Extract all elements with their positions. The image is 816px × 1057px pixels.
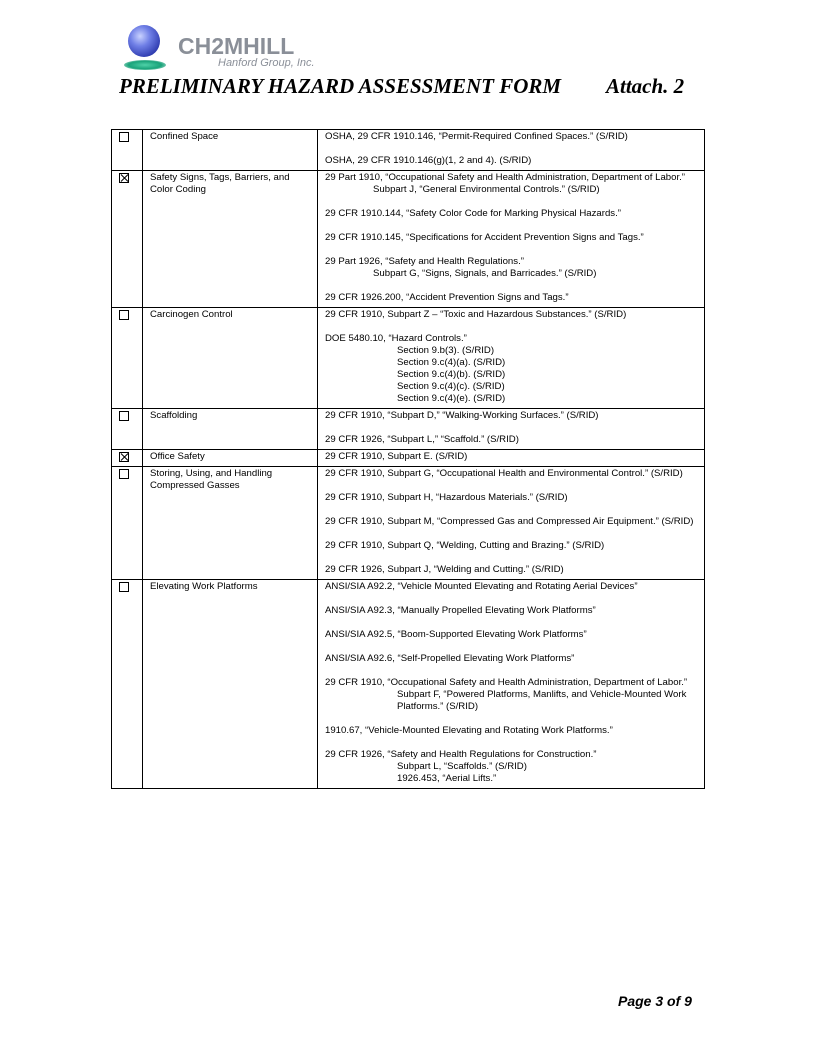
reference-subitem: Section 9.c(4)(a). (S/RID) [397, 357, 506, 368]
reference-subitem: Subpart F, “Powered Platforms, Manlifts, and Vehicle-Mounted Work Platforms.” (S/RID) [397, 689, 687, 712]
hazard-name: Elevating Work Platforms [150, 581, 258, 592]
reference-subitem: Section 9.c(4)(e). (S/RID) [397, 393, 506, 404]
reference-text: 29 Part 1910, “Occupational Safety and Health Administration, Department of Labor.” [325, 172, 685, 183]
checkbox-cell [112, 450, 143, 467]
reference-text: 1910.67, “Vehicle-Mounted Elevating and Rotating Work Platforms.” [325, 725, 613, 736]
hazard-name-cell [143, 467, 318, 580]
hazard-name-cell [143, 308, 318, 409]
unchecked-checkbox[interactable] [119, 310, 129, 320]
form-title: PRELIMINARY HAZARD ASSESSMENT FORM [119, 74, 562, 98]
reference-subitem: Subpart G, “Signs, Signals, and Barricades.” (S/RID) [373, 268, 597, 279]
attachment-label: Attach. 2 [606, 74, 685, 98]
references-cell [318, 171, 705, 308]
reference-entry [325, 677, 700, 713]
hazard-row [112, 308, 705, 409]
reference-subitem: Section 9.c(4)(c). (S/RID) [397, 381, 505, 392]
unchecked-checkbox[interactable] [119, 469, 129, 479]
hazard-row [112, 409, 705, 450]
reference-entry [325, 468, 700, 480]
reference-subitem: Subpart L, “Scaffolds.” (S/RID) [397, 761, 527, 772]
checkbox-cell [112, 580, 143, 789]
hazard-name-cell [143, 409, 318, 450]
hazard-row [112, 171, 705, 308]
unchecked-checkbox[interactable] [119, 132, 129, 142]
hazard-row [112, 130, 705, 171]
logo-globe-icon [128, 25, 160, 57]
checked-checkbox[interactable] [119, 452, 129, 462]
reference-text: ANSI/SIA A92.2, “Vehicle Mounted Elevating and Rotating Aerial Devices” [325, 581, 638, 592]
hazard-name-cell [143, 450, 318, 467]
references-cell [318, 450, 705, 467]
reference-text: 29 CFR 1926.200, “Accident Prevention Signs and Tags.” [325, 292, 569, 303]
reference-text: 29 CFR 1910.144, “Safety Color Code for Marking Physical Hazards.” [325, 208, 621, 219]
reference-text: 29 CFR 1926, “Safety and Health Regulations for Construction.” [325, 749, 597, 760]
references-cell [318, 409, 705, 450]
reference-text: 29 Part 1926, “Safety and Health Regulations.” [325, 256, 524, 267]
checkbox-cell [112, 409, 143, 450]
reference-text: 29 CFR 1926, Subpart J, “Welding and Cutting.” (S/RID) [325, 564, 564, 575]
reference-subitem: Section 9.b(3). (S/RID) [397, 345, 495, 356]
hazard-name-cell [143, 130, 318, 171]
reference-entry [325, 172, 700, 196]
reference-entry [325, 155, 700, 167]
checkbox-cell [112, 171, 143, 308]
reference-text: 29 CFR 1910, Subpart H, “Hazardous Materials.” (S/RID) [325, 492, 568, 503]
reference-entry [325, 451, 700, 463]
reference-entry [325, 540, 700, 552]
reference-text: 29 CFR 1910, Subpart E. (S/RID) [325, 451, 468, 462]
hazard-row [112, 580, 705, 789]
reference-entry [325, 333, 700, 405]
logo-subtext: Hanford Group, Inc. [218, 57, 315, 69]
reference-entry [325, 492, 700, 504]
reference-subitem: Section 9.c(4)(b). (S/RID) [397, 369, 506, 380]
reference-text: 29 CFR 1910.145, “Specifications for Accident Prevention Signs and Tags.” [325, 232, 644, 243]
references-cell [318, 580, 705, 789]
checkbox-cell [112, 308, 143, 409]
reference-entry [325, 434, 700, 446]
reference-entry [325, 629, 700, 641]
hazard-name: Carcinogen Control [150, 309, 233, 320]
reference-entry [325, 232, 700, 244]
reference-entry [325, 309, 700, 321]
reference-entry [325, 725, 700, 737]
reference-text: 29 CFR 1910, Subpart G, “Occupational Health and Environmental Control.” (S/RID) [325, 468, 683, 479]
checkbox-cell [112, 467, 143, 580]
reference-entry [325, 131, 700, 143]
reference-subitem: 1926.453, “Aerial Lifts.” [397, 773, 497, 784]
reference-text: 29 CFR 1910, Subpart M, “Compressed Gas and Compressed Air Equipment.” (S/RID) [325, 516, 694, 527]
reference-text: 29 CFR 1910, “Subpart D,” “Walking-Working Surfaces.” (S/RID) [325, 410, 599, 421]
reference-entry [325, 292, 700, 304]
reference-entry [325, 516, 700, 528]
reference-entry [325, 581, 700, 593]
hazard-name: Safety Signs, Tags, Barriers, and Color Coding [150, 172, 290, 195]
reference-text: ANSI/SIA A92.3, “Manually Propelled Elevating Work Platforms” [325, 605, 596, 616]
reference-subitem: Subpart J, “General Environmental Controls.” (S/RID) [373, 184, 600, 195]
reference-text: OSHA, 29 CFR 1910.146(g)(1, 2 and 4). (S/RID) [325, 155, 532, 166]
reference-text: ANSI/SIA A92.6, “Self-Propelled Elevating Work Platforms” [325, 653, 575, 664]
reference-text: 29 CFR 1910, Subpart Q, “Welding, Cutting and Brazing.” (S/RID) [325, 540, 605, 551]
checkbox-cell [112, 130, 143, 171]
hazard-name: Scaffolding [150, 410, 198, 421]
checked-checkbox[interactable] [119, 173, 129, 183]
unchecked-checkbox[interactable] [119, 411, 129, 421]
reference-entry [325, 605, 700, 617]
references-cell [318, 467, 705, 580]
logo-text: CH2MHILL [178, 33, 295, 59]
page-number: Page 3 of 9 [618, 993, 692, 1009]
reference-text: OSHA, 29 CFR 1910.146, “Permit-Required Confined Spaces.” (S/RID) [325, 131, 628, 142]
reference-text: 29 CFR 1910, “Occupational Safety and Health Administration, Department of Labor.” [325, 677, 688, 688]
hazard-name: Storing, Using, and Handling Compressed Gasses [150, 468, 273, 491]
hazard-row [112, 450, 705, 467]
reference-entry [325, 564, 700, 576]
reference-text: 29 CFR 1910, Subpart Z – “Toxic and Hazardous Substances.” (S/RID) [325, 309, 627, 320]
hazard-name: Office Safety [150, 451, 205, 462]
unchecked-checkbox[interactable] [119, 582, 129, 592]
reference-entry [325, 749, 700, 785]
logo-shadow-icon [124, 60, 166, 70]
reference-entry [325, 410, 700, 422]
hazard-table [111, 129, 705, 789]
hazard-row [112, 467, 705, 580]
reference-entry [325, 653, 700, 665]
reference-text: DOE 5480.10, “Hazard Controls.” [325, 333, 467, 344]
reference-entry [325, 256, 700, 280]
hazard-name: Confined Space [150, 131, 219, 142]
reference-text: 29 CFR 1926, “Subpart L,” “Scaffold.” (S/RID) [325, 434, 519, 445]
reference-text: ANSI/SIA A92.5, “Boom-Supported Elevating Work Platforms” [325, 629, 587, 640]
hazard-name-cell [143, 171, 318, 308]
hazard-name-cell [143, 580, 318, 789]
references-cell [318, 130, 705, 171]
references-cell [318, 308, 705, 409]
reference-entry [325, 208, 700, 220]
